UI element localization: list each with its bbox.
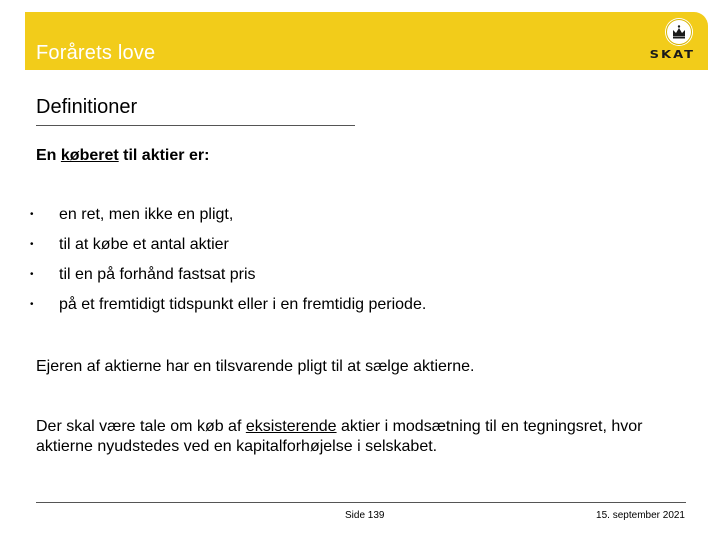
bullet-marker: •: [30, 209, 34, 220]
skat-logo: [617, 16, 697, 68]
presentation-title: Forårets love: [36, 42, 156, 64]
intro-prefix: En: [36, 147, 61, 164]
crown-icon: [665, 18, 693, 46]
bullet-marker: •: [30, 299, 34, 310]
paragraph2-prefix: Der skal være tale om køb af: [36, 418, 246, 435]
bullet-text: en ret, men ikke en pligt,: [59, 206, 234, 223]
footer-divider: [36, 502, 686, 503]
paragraph2-suffix: aktier i modsætning til en tegningsret, hvor aktierne nyudstedes ved en kapitalforhøjelse i selskabet.: [36, 418, 643, 455]
bullet-text: til at købe et antal aktier: [59, 236, 229, 253]
logo-text: SKAT: [649, 49, 695, 61]
paragraph2-underlined-term: eksisterende: [245, 418, 337, 435]
bullet-marker: •: [30, 239, 34, 250]
page-number: Side 139: [345, 510, 385, 521]
bullet-text: på et fremtidigt tidspunkt eller i en fremtidig periode.: [59, 296, 427, 313]
section-title: Definitioner: [36, 96, 138, 118]
bullet-marker: •: [30, 269, 34, 280]
footer-date: 15. september 2021: [596, 510, 685, 521]
intro-underlined-term: køberet: [60, 147, 119, 164]
intro-suffix: til aktier er:: [118, 147, 210, 164]
paragraph-existing-shares: [36, 417, 696, 457]
paragraph-obligation: Ejeren af aktierne har en tilsvarende pligt til at sælge aktierne.: [36, 358, 475, 375]
section-divider: [36, 125, 355, 126]
intro-text: [36, 147, 209, 165]
bullet-text: til en på forhånd fastsat pris: [59, 266, 256, 283]
header-bar: [25, 12, 708, 70]
